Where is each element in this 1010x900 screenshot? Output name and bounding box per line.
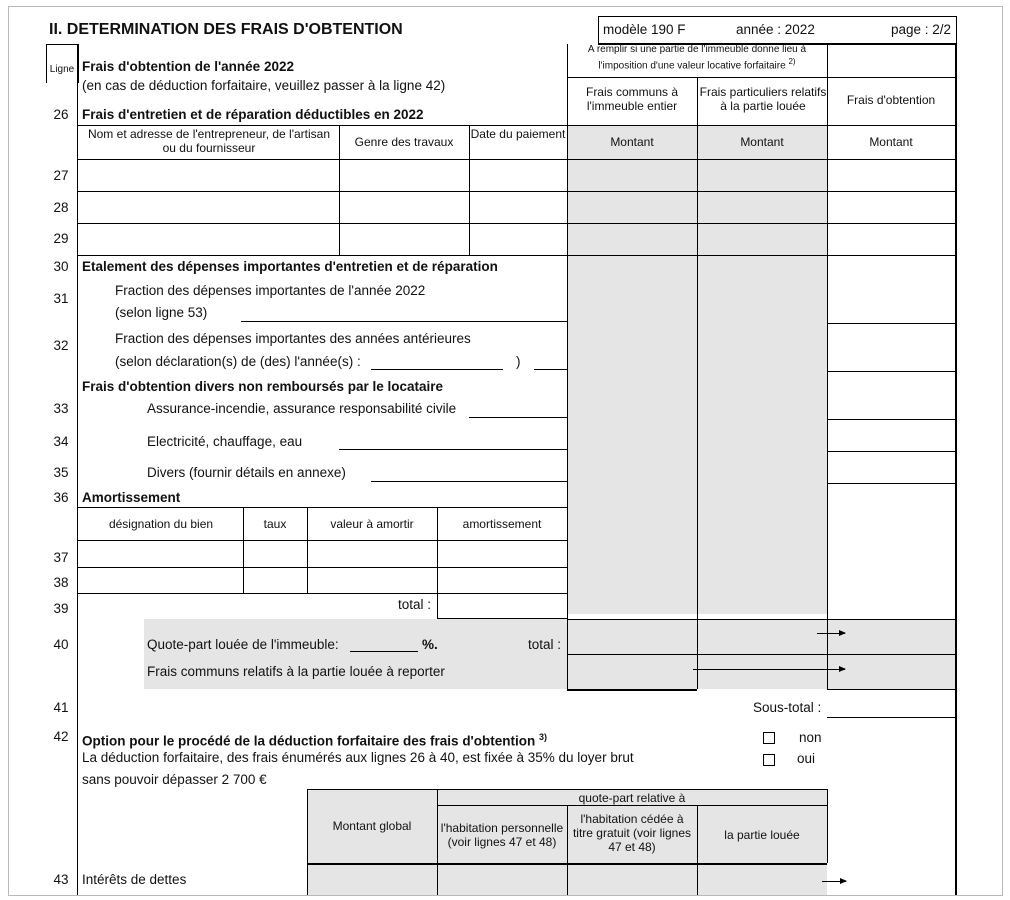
line33-underline [469, 417, 567, 418]
asset-header: désignation du bien [108, 517, 214, 531]
line-number-29: 29 [53, 231, 69, 246]
misc-costs-title: Frais d'obtention divers non remboursés par le locataire [82, 379, 444, 394]
line35-underline [371, 481, 567, 482]
line-number-41: 41 [53, 700, 69, 715]
grid-h-152 [77, 159, 955, 160]
share-header: quote-part relative à [578, 791, 686, 805]
line32-text1: Fraction des dépenses importantes des années antérieures [115, 331, 471, 346]
line-number-31: 31 [53, 291, 69, 306]
line31-text1: Fraction des dépenses importantes de l'année 2022 [115, 283, 426, 298]
page-number: page : 2/2 [891, 22, 952, 37]
grid-v-t43-818 [827, 789, 828, 863]
personal-housing-header: l'habitation personnelle (voir lignes 47 et 48) [440, 821, 564, 849]
grid-v-t43-558 [567, 805, 568, 896]
grid-h-533 [77, 540, 567, 541]
line-number-39: 39 [53, 601, 69, 616]
valeur-locative-note: A remplir si une partie de l'immeuble donne lieu à l'imposition d'une valeur locative forfaitaire $^{2)}$ [587, 44, 807, 72]
ligne-col-border [77, 44, 78, 896]
line-number-40: 40 [53, 637, 69, 652]
line40-total: total : [528, 637, 562, 652]
line42-text1: La déduction forfaitaire, des frais énumérés aux lignes 26 à 40, est fixée à 35% du loyer brut [82, 750, 634, 765]
grid-v-t43-428 [437, 789, 438, 896]
grid-h-682b [827, 689, 955, 690]
grid-h-37 [827, 44, 955, 45]
contractor-header: Nom et adresse de l'entrepreneur, de l'artisan ou du fournisseur [87, 127, 331, 155]
line-number-42: 42 [53, 729, 69, 744]
grid-h-184 [77, 191, 955, 192]
page-title: II. DETERMINATION DES FRAIS D'OBTENTION [49, 21, 403, 38]
grid-h-118 [77, 125, 955, 126]
line33-text: Assurance-incendie, assurance responsabilité civile [147, 401, 457, 416]
grid-h-412-right [827, 419, 955, 420]
grid-v-946 [955, 44, 957, 896]
line32-close: ) [516, 354, 521, 369]
line-number-43: 43 [53, 872, 69, 887]
line-number-36: 36 [53, 490, 69, 505]
arrow-line43 [822, 881, 846, 882]
grid-h-682 [567, 689, 697, 691]
grid-h-500 [77, 507, 567, 508]
grid-h-364-right [827, 371, 955, 372]
grid-h-216 [77, 223, 955, 224]
shade-specific-col [697, 125, 827, 614]
grid-v-330 [339, 125, 340, 255]
line39-total: total : [398, 597, 432, 612]
option-yes-label: oui [797, 751, 816, 766]
line32-year-field[interactable] [371, 369, 503, 370]
grid-h-70 [567, 77, 955, 78]
line26-title: Frais d'entretien et de réparation déductibles en 2022 [82, 107, 424, 122]
line42-text2: sans pouvoir dépasser 2 700 € [82, 772, 267, 787]
line30-title: Etalement des dépenses importantes d'entretien et de réparation [82, 259, 498, 274]
grid-v-460 [469, 125, 470, 255]
line40-pct: %. [422, 637, 438, 652]
global-amount-header: Montant global [332, 819, 412, 833]
arrow-line40-total [817, 633, 845, 634]
grid-v-688 [697, 77, 698, 689]
amount-header-obtention: Montant [869, 135, 913, 149]
grid-v-t43-298 [307, 789, 308, 896]
grid-h-612 [567, 619, 955, 620]
subtotal-label: Sous-total : [753, 700, 822, 715]
rate-header: taux [263, 517, 287, 531]
specific-costs-header: Frais particuliers relatifs à la partie louée [699, 85, 827, 113]
line32-underline [534, 369, 567, 370]
work-type-header: Genre des travaux [354, 135, 454, 149]
option-no-label: non [799, 730, 822, 745]
free-housing-header: l'habitation cédée à titre gratuit (voir lignes 47 et 48) [572, 812, 692, 854]
line40-report: Frais communs relatifs à la partie louée à reporter [147, 664, 445, 679]
shade-common-col [567, 125, 697, 614]
ligne-header: Ligne [49, 64, 75, 75]
line36-title: Amortissement [82, 490, 181, 505]
intro-title: Frais d'obtention de l'année 2022 [82, 59, 294, 74]
line-number-27: 27 [53, 168, 69, 183]
option-yes-checkbox[interactable] [763, 754, 775, 766]
grid-h-710 [827, 717, 955, 718]
line32-text2: (selon déclaration(s) de (des) l'année(s) : [115, 354, 361, 369]
line40-share: Quote-part louée de l'immeuble: [147, 637, 339, 652]
line-number-38: 38 [53, 575, 69, 590]
line40-share-field[interactable] [350, 651, 418, 652]
line-number-28: 28 [53, 200, 69, 215]
arrow-line40-report [693, 669, 845, 670]
grid-h-798 [437, 805, 827, 806]
line-number-37: 37 [53, 550, 69, 565]
amount-header-common: Montant [610, 135, 654, 149]
line-number-33: 33 [53, 401, 69, 416]
line-number-35: 35 [53, 465, 69, 480]
line-number-32: 32 [53, 338, 69, 353]
grid-h-444-right [827, 451, 955, 452]
grid-h-611 [437, 618, 567, 619]
grid-h-647 [567, 654, 955, 655]
line34-underline [339, 449, 567, 450]
payment-date-header: Date du paiement [470, 127, 566, 141]
obtention-costs-header: Frais d'obtention [846, 93, 936, 107]
line31-underline [241, 321, 567, 322]
grid-h-560 [77, 567, 567, 568]
option-no-checkbox[interactable] [763, 732, 775, 744]
line34-text: Electricité, chauffage, eau [147, 434, 303, 449]
line43-text: Intérêts de dettes [82, 872, 187, 887]
line42-title: Option pour le procédé de la déduction forfaitaire des frais d'obtention $^{3)}$ [82, 732, 548, 749]
line35-text: Divers (fournir détails en annexe) [147, 465, 346, 480]
depreciation-header: amortissement [462, 517, 542, 531]
common-costs-header: Frais communs à l'immeuble entier [585, 85, 679, 113]
line-number-30: 30 [53, 259, 69, 274]
line-number-26: 26 [53, 107, 69, 122]
form-page [8, 6, 1003, 896]
grid-h-476-right [827, 483, 955, 484]
line31-text2: (selon ligne 53) [115, 305, 208, 320]
intro-note: (en cas de déduction forfaitaire, veuillez passer à la ligne 42) [82, 78, 446, 93]
rented-part-header: la partie louée [724, 828, 800, 842]
grid-v-t43-688 [697, 805, 698, 896]
year-label: année : 2022 [736, 22, 815, 37]
value-header: valeur à amortir [330, 517, 414, 531]
grid-h-316-right [827, 323, 955, 324]
grid-h-782 [307, 789, 827, 790]
grid-h-248 [77, 255, 955, 256]
grid-h-586 [77, 593, 567, 594]
line-number-34: 34 [53, 434, 69, 449]
amount-header-specific: Montant [740, 135, 784, 149]
model-label: modèle 190 F [603, 22, 686, 37]
